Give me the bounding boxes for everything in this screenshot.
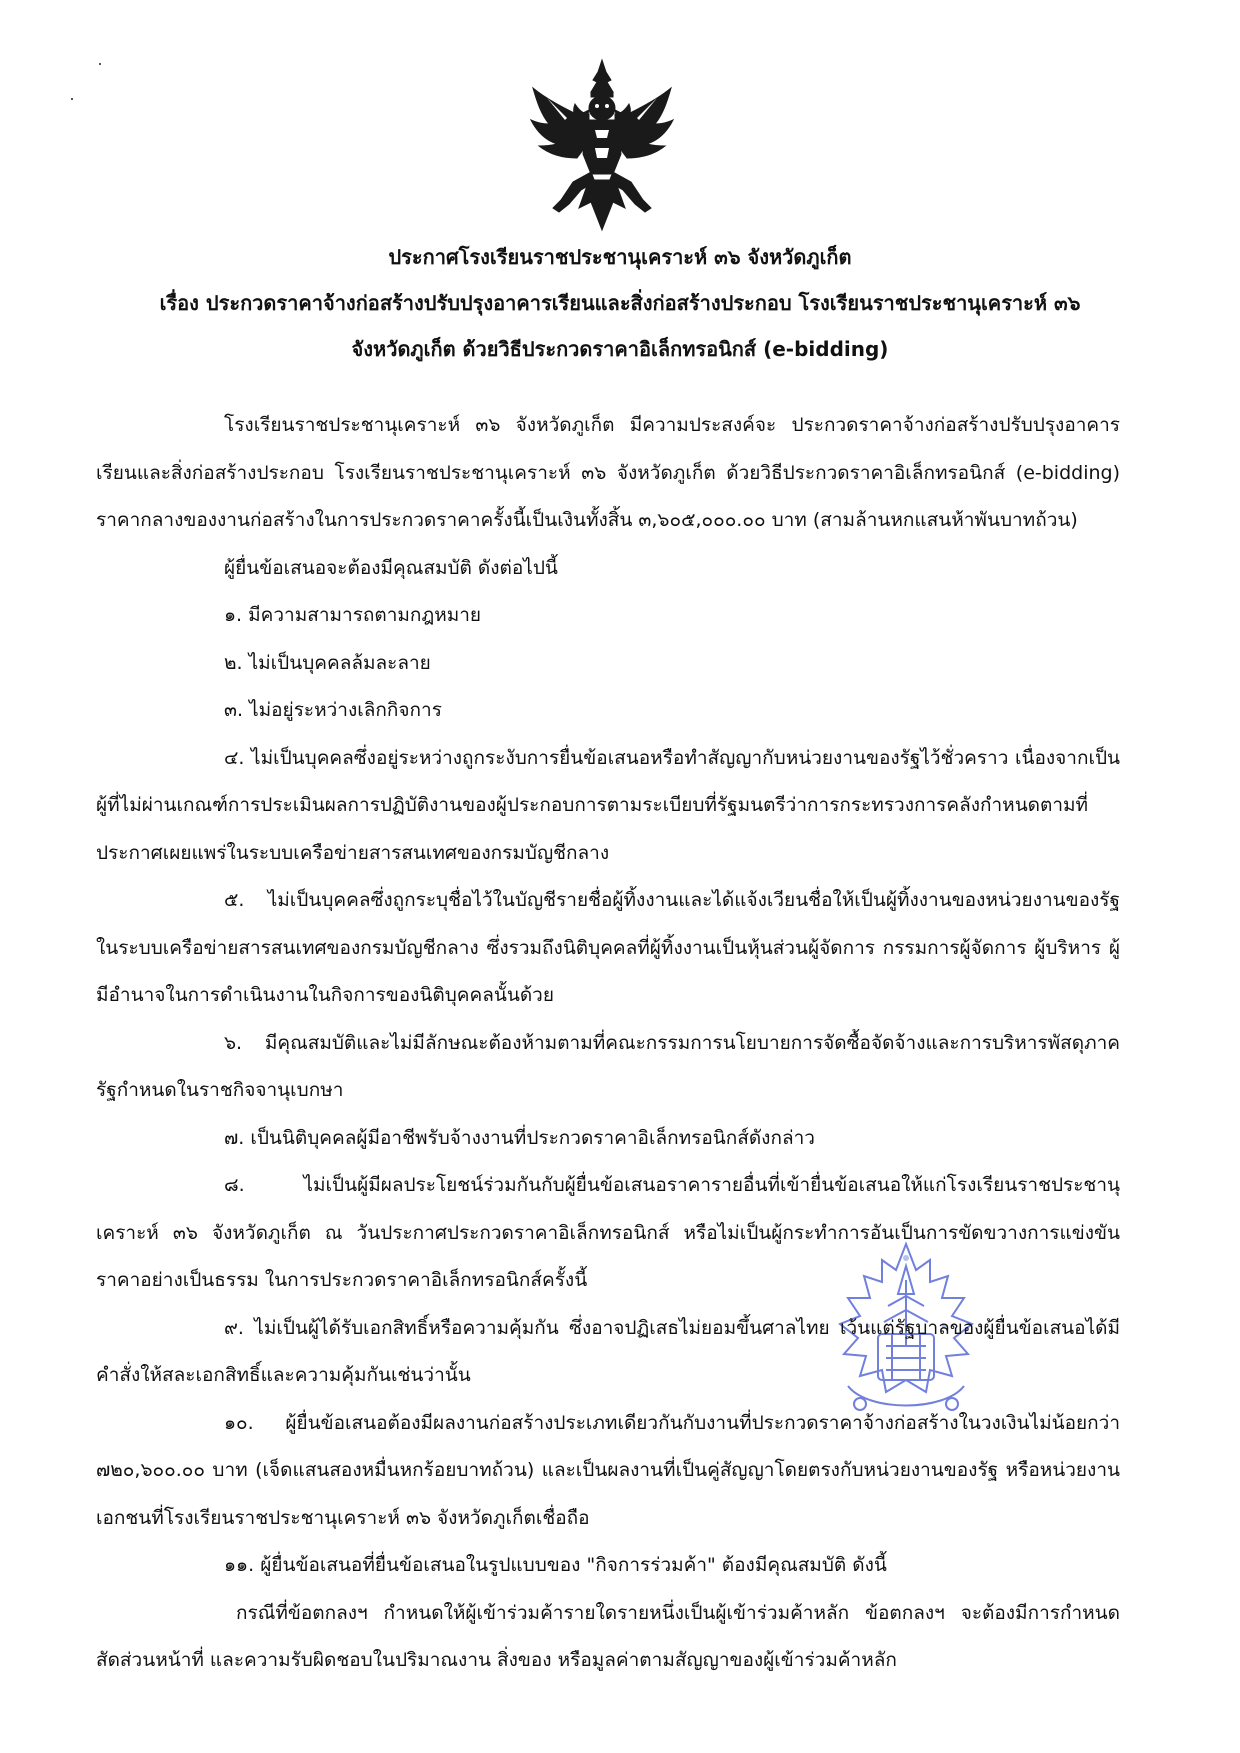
qualification-item-5: ๕. ไม่เป็นบุคคลซึ่งถูกระบุชื่อไว้ในบัญชีรายชื่อผู้ทิ้งงานและได้แจ้งเวียนชื่อให้เป็นผู้ทิ้งงานของหน่วยงานของรัฐในระบบเครือข่ายสารสนเทศของกรมบัญชีกลาง ซึ่งรวมถึงนิติบุคคลที่ผู้ทิ้งงานเป็นหุ้นส่วนผู้จัดการ กรรมการผู้จัดการ ผู้บริหาร ผู้มีอำนาจในการดำเนินงานในกิจการของนิติบุคคลนั้นด้วย	[96, 889, 1120, 1006]
garuda-emblem-icon	[527, 58, 677, 236]
qualification-item-3: ๓. ไม่อยู่ระหว่างเลิกกิจการ	[224, 699, 442, 721]
scan-speck	[99, 63, 101, 65]
announcement-subject-line-2: จังหวัดภูเก็ต ด้วยวิธีประกวดราคาอิเล็กทรอนิกส์ (e-bidding)	[351, 337, 889, 361]
announcement-subject-line-1: เรื่อง ประกวดราคาจ้างก่อสร้างปรับปรุงอาคารเรียนและสิ่งก่อสร้างประกอบ โรงเรียนราชประชานุเคราะห์ ๓๖	[159, 291, 1081, 315]
qualification-item-4: ๔. ไม่เป็นบุคคลซึ่งอยู่ระหว่างถูกระงับการยื่นข้อเสนอหรือทำสัญญากับหน่วยงานของรัฐไว้ชั่วคราว เนื่องจากเป็นผู้ที่ไม่ผ่านเกณฑ์การประเมินผลการปฏิบัติงานของผู้ประกอบการตามระเบียบที่รัฐมนตรีว่าการกระทรวงการคลังกำหนดตามที่ประกาศเผยแพร่ในระบบเครือข่ายสารสนเทศของกรมบัญชีกลาง	[96, 746, 1120, 864]
intro-paragraph: โรงเรียนราชประชานุเคราะห์ ๓๖ จังหวัดภูเก็ต มีความประสงค์จะ ประกวดราคาจ้างก่อสร้างปรับปรุงอาคารเรียนและสิ่งก่อสร้างประกอบ โรงเรียนราชประชานุเคราะห์ ๓๖ จังหวัดภูเก็ต ด้วยวิธีประกวดราคาอิเล็กทรอนิกส์ (e-bidding) ราคากลางของงานก่อสร้างในการประกวดราคาครั้งนี้เป็นเงินทั้งสิ้น ๓,๖๐๕,๐๐๐.๐๐ บาท (สามล้านหกแสนห้าพันบาทถ้วน)	[96, 414, 1120, 531]
qualification-item-11: ๑๑. ผู้ยื่นข้อเสนอที่ยื่นข้อเสนอในรูปแบบของ "กิจการร่วมค้า" ต้องมีคุณสมบัติ ดังนี้	[224, 1554, 887, 1576]
qualification-item-8: ๘. ไม่เป็นผู้มีผลประโยชน์ร่วมกันกับผู้ยื่นข้อเสนอราคารายอื่นที่เข้ายื่นข้อเสนอให้แก่โรงเรียนราชประชานุเคราะห์ ๓๖ จังหวัดภูเก็ต ณ วันประกาศประกวดราคาอิเล็กทรอนิกส์ หรือไม่เป็นผู้กระทำการอันเป็นการขัดขวางการแข่งขันราคาอย่างเป็นธรรม ในการประกวดราคาอิเล็กทรอนิกส์ครั้งนี้	[96, 1174, 1120, 1291]
announcement-body	[96, 402, 1120, 1685]
qualification-item-9: ๙. ไม่เป็นผู้ได้รับเอกสิทธิ์หรือความคุ้มกัน ซึ่งอาจปฏิเสธไม่ยอมขึ้นศาลไทย เว้นแต่รัฐบาลของผู้ยื่นข้อเสนอได้มีคำสั่งให้สละเอกสิทธิ์และความคุ้มกันเช่นว่านั้น	[96, 1316, 1120, 1386]
qualification-item-2: ๒. ไม่เป็นบุคคลล้มละลาย	[224, 651, 431, 674]
scan-speck	[71, 98, 73, 100]
qualification-item-7: ๗. เป็นนิติบุคคลผู้มีอาชีพรับจ้างงานที่ประกวดราคาอิเล็กทรอนิกส์ดังกล่าว	[224, 1126, 815, 1149]
qualification-item-1: ๑. มีความสามารถตามกฎหมาย	[224, 604, 482, 626]
joint-venture-paragraph: กรณีที่ข้อตกลงฯ กำหนดให้ผู้เข้าร่วมค้ารายใดรายหนึ่งเป็นผู้เข้าร่วมค้าหลัก ข้อตกลงฯ จะต้องมีการกำหนดสัดส่วนหน้าที่ และความรับผิดชอบในปริมาณงาน สิ่งของ หรือมูลค่าตามสัญญาของผู้เข้าร่วมค้าหลัก	[96, 1601, 1120, 1671]
announcement-title: ประกาศโรงเรียนราชประชานุเคราะห์ ๓๖ จังหวัดภูเก็ต	[388, 245, 852, 269]
qualifications-heading: ผู้ยื่นข้อเสนอจะต้องมีคุณสมบัติ ดังต่อไปนี้	[224, 556, 558, 579]
qualification-item-10: ๑๐. ผู้ยื่นข้อเสนอต้องมีผลงานก่อสร้างประเภทเดียวกันกับงานที่ประกวดราคาจ้างก่อสร้างในวงเงินไม่น้อยกว่า ๗๒๐,๖๐๐.๐๐ บาท (เจ็ดแสนสองหมื่นหกร้อยบาทถ้วน) และเป็นผลงานที่เป็นคู่สัญญาโดยตรงกับหน่วยงานของรัฐ หรือหน่วยงานเอกชนที่โรงเรียนราชประชานุเคราะห์ ๓๖ จังหวัดภูเก็ตเชื่อถือ	[96, 1411, 1120, 1529]
qualification-item-6: ๖. มีคุณสมบัติและไม่มีลักษณะต้องห้ามตามที่คณะกรรมการนโยบายการจัดซื้อจัดจ้างและการบริหารพัสดุภาครัฐกำหนดในราชกิจจานุเบกษา	[96, 1031, 1120, 1101]
